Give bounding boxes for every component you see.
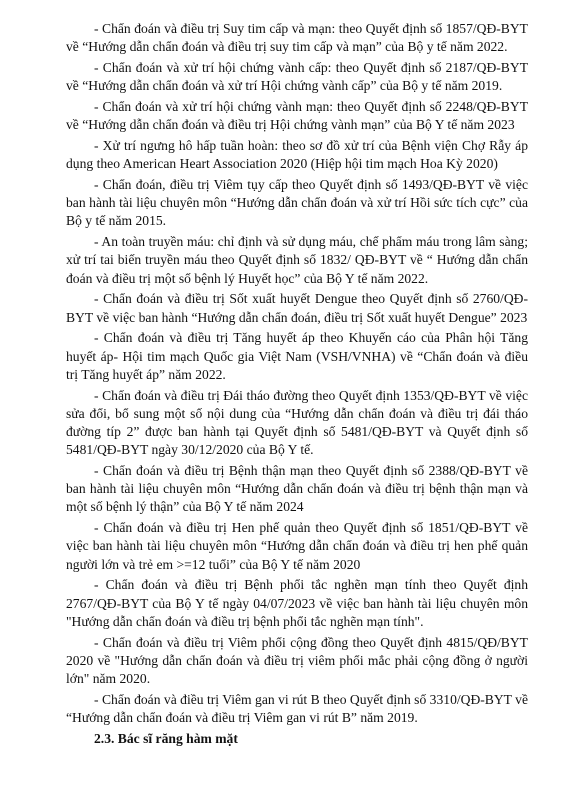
list-item: - Chẩn đoán và điều trị Bệnh thận mạn theo Quyết định số 2388/QĐ-BYT về ban hành tài liệu chuyên môn “Hướng dẫn chẩn đoán và điều trị bệnh thận mạn và một số bệnh lý thận” của Bộ Y tế năm 2024 [66, 463, 528, 515]
list-item: - Chẩn đoán và xử trí hội chứng vành cấp: theo Quyết định số 2187/QĐ-BYT về “Hướng dẫn chẩn đoán và xử trí Hội chứng vành cấp” của Bộ y tế năm 2019. [66, 60, 528, 94]
list-item: - Chẩn đoán và điều trị Sốt xuất huyết Dengue theo Quyết định số 2760/QĐ-BYT về việc ban hành “Hướng dẫn chẩn đoán, điều trị Sốt xuất huyết Dengue” 2023 [66, 291, 528, 325]
list-item: - Chẩn đoán và điều trị Viêm phổi cộng đồng theo Quyết định 4815/QĐ/BYT 2020 về "Hướng dẫn chẩn đoán và điều trị viêm phổi mắc phải cộng đồng ở người lớn" năm 2020. [66, 634, 528, 687]
list-item: - An toàn truyền máu: chỉ định và sử dụng máu, chế phẩm máu trong lâm sàng; xử trí tai biến truyền máu theo Quyết định số 1832/ QĐ-BYT về “ Hướng dẫn chẩn đoán và điều trị một số bệnh lý Huyết học” của Bộ Y tế năm 2022. [66, 234, 528, 286]
list-item: - Chẩn đoán, điều trị Viêm tụy cấp theo Quyết định số 1493/QĐ-BYT về việc ban hành tài liệu chuyên môn “Hướng dẫn chẩn đoán và xử trí Hồi sức tích cực” của Bộ y tế năm 2015. [66, 177, 528, 229]
document-page [66, 20, 528, 748]
list-item: - Chẩn đoán và điều trị Suy tim cấp và mạn: theo Quyết định số 1857/QĐ-BYT về “Hướng dẫn chẩn đoán và điều trị suy tim cấp và mạn” của Bộ y tế năm 2022. [66, 21, 528, 55]
list-item: - Chẩn đoán và điều trị Hen phế quản theo Quyết định số 1851/QĐ-BYT về việc ban hành tài liệu chuyên môn “Hướng dẫn chẩn đoán và điều trị hen phế quản người lớn và trẻ em >=12 tuổi” của Bộ Y tế năm 2020 [66, 520, 528, 572]
list-item: - Xử trí ngưng hô hấp tuần hoàn: theo sơ đồ xử trí của Bệnh viện Chợ Rẫy áp dụng theo American Heart Association 2020 (Hiệp hội tim mạch Hoa Kỳ 2020) [66, 138, 528, 172]
list-item: - Chẩn đoán và điều trị Đái tháo đường theo Quyết định 1353/QĐ-BYT về việc sửa đổi, bổ sung một số nội dung của “Hướng dẫn chẩn đoán và điều trị đái tháo đường típ 2” được ban hành tại Quyết định số 5481/QĐ-BYT và Quyết định số 5481/QĐ-BYT ngày 30/12/2020 của Bộ Y tế. [66, 387, 528, 458]
list-item: - Chẩn đoán và điều trị Bệnh phổi tắc nghẽn mạn tính theo Quyết định 2767/QĐ-BYT của Bộ Y tế ngày 04/07/2023 về việc ban hành tài liệu chuyên môn "Hướng dẫn chẩn đoán và điều trị bệnh phổi tắc nghẽn mạn tính". [66, 577, 528, 629]
list-item: - Chẩn đoán và xử trí hội chứng vành mạn: theo Quyết định số 2248/QĐ-BYT về “Hướng dẫn chẩn đoán và điều trị Hội chứng vành mạn” của Bộ Y tế năm 2023 [66, 99, 528, 133]
section-heading: 2.3. Bác sĩ răng hàm mặt [94, 730, 238, 746]
list-item: - Chẩn đoán và điều trị Tăng huyết áp theo Khuyến cáo của Phân hội Tăng huyết áp- Hội tim mạch Quốc gia Việt Nam (VSH/VNHA) về “Chẩn đoán và điều trị Tăng huyết áp” năm 2022. [66, 330, 528, 382]
list-item: - Chẩn đoán và điều trị Viêm gan vi rút B theo Quyết định số 3310/QĐ-BYT về “Hướng dẫn chẩn đoán và điều trị Viêm gan vi rút B” năm 2019. [66, 691, 528, 726]
